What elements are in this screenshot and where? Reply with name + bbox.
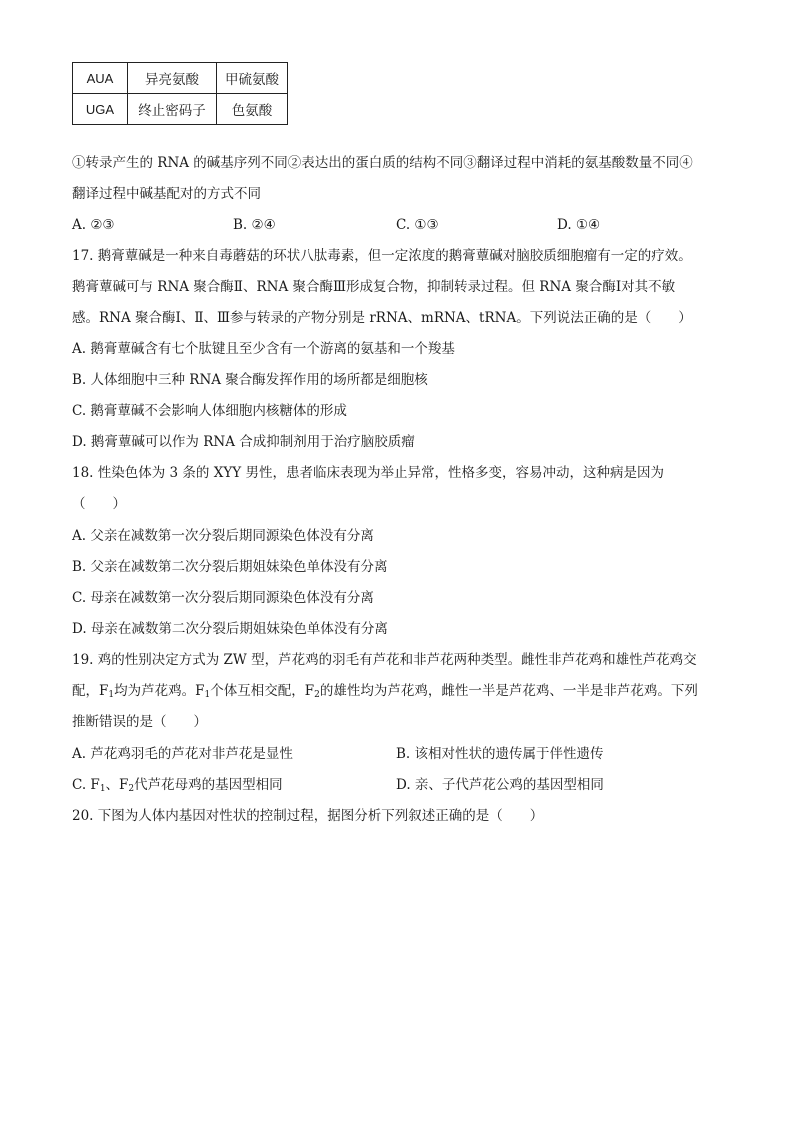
q17-option-c: C. 鹅膏蕈碱不会影响人体细胞内核糖体的形成 (72, 403, 347, 419)
q16-statements-line2: 翻译过程中碱基配对的方式不同 (72, 186, 261, 202)
subscript: 2 (128, 784, 135, 794)
q19-stem-line2 (72, 681, 698, 705)
q16-statements-line1: ①转录产生的 RNA 的碱基序列不同②表达出的蛋白质的结构不同③翻译过程中消耗的氨基酸数量不同④ (72, 155, 693, 171)
q16-option-d: D. ①④ (557, 217, 601, 233)
q19-option-d: D. 亲、子代芦花公鸡的基因型相同 (396, 777, 604, 793)
subscript: 1 (204, 690, 211, 700)
table-cell: 终止密码子 (128, 94, 217, 125)
q19-text: 均为芦花鸡。F (114, 683, 205, 699)
q19-text: C. F (72, 777, 100, 793)
q16-option-b: B. ②④ (233, 217, 276, 233)
table-cell: 异亮氨酸 (128, 63, 217, 94)
q19-stem-line3: 推断错误的是（ ） (72, 714, 207, 730)
table-row (73, 63, 288, 94)
subscript: 1 (99, 784, 106, 794)
q17-stem-line2: 鹅膏蕈碱可与 RNA 聚合酶Ⅱ、RNA 聚合酶Ⅲ形成复合物，抑制转录过程。但 RNA 聚合酶Ⅰ对其不敏 (72, 279, 676, 295)
q19-text: 配，F (72, 683, 109, 699)
q18-option-d: D. 母亲在减数第二次分裂后期姐妹染色单体没有分离 (72, 621, 388, 637)
q17-stem-line1: 17. 鹅膏蕈碱是一种来自毒蘑菇的环状八肽毒素，但一定浓度的鹅膏蕈碱对脑胶质细胞瘤有一定的疗效。 (72, 248, 692, 264)
q16-option-c: C. ①③ (396, 217, 439, 233)
table-row (73, 94, 288, 125)
subscript: 2 (314, 690, 320, 700)
q19-text: 个体互相交配，F (210, 683, 315, 699)
q18-option-a: A. 父亲在减数第一次分裂后期同源染色体没有分离 (72, 528, 374, 544)
q17-option-a: A. 鹅膏蕈碱含有七个肽键且至少含有一个游离的氨基和一个羧基 (72, 341, 455, 357)
q19-text: 的雄性均为芦花鸡，雌性一半是芦花鸡、一半是非芦花鸡。下列 (319, 683, 698, 699)
q20-stem-line1: 20. 下图为人体内基因对性状的控制过程，据图分析下列叙述正确的是（ ） (72, 808, 544, 824)
subscript: 1 (108, 690, 115, 700)
q17-option-d: D. 鹅膏蕈碱可以作为 RNA 合成抑制剂用于治疗脑胶质瘤 (72, 434, 415, 450)
table-cell: 甲硫氨酸 (217, 63, 288, 94)
q18-stem-line1: 18. 性染色体为 3 条的 XYY 男性，患者临床表现为举止异常，性格多变，容易冲动，这种病是因为 (72, 465, 664, 481)
q16-option-a: A. ②③ (72, 217, 115, 233)
q18-stem-line2: （ ） (72, 496, 126, 512)
q19-text: 代芦花母鸡的基因型相同 (134, 777, 283, 793)
q18-option-c: C. 母亲在减数第一次分裂后期同源染色体没有分离 (72, 590, 374, 606)
q19-option-a: A. 芦花鸡羽毛的芦花对非芦花是显性 (72, 746, 293, 762)
q18-option-b: B. 父亲在减数第二次分裂后期姐妹染色单体没有分离 (72, 559, 388, 575)
table-cell: 色氨酸 (217, 94, 288, 125)
table-cell: UGA (73, 94, 128, 125)
table-cell: AUA (73, 63, 128, 94)
codon-table (72, 62, 288, 125)
q19-option-b: B. 该相对性状的遗传属于伴性遗传 (396, 746, 604, 762)
q19-text: 、F (105, 777, 129, 793)
q17-option-b: B. 人体细胞中三种 RNA 聚合酶发挥作用的场所都是细胞核 (72, 372, 428, 388)
q19-stem-line1: 19. 鸡的性别决定方式为 ZW 型，芦花鸡的羽毛有芦花和非芦花两种类型。雌性非芦花鸡和雄性芦花鸡交 (72, 652, 697, 668)
q19-option-c (72, 775, 283, 799)
q17-stem-line3: 感。RNA 聚合酶Ⅰ、Ⅱ、Ⅲ参与转录的产物分别是 rRNA、mRNA、tRNA。下列说法正确的是（ ） (72, 310, 692, 326)
